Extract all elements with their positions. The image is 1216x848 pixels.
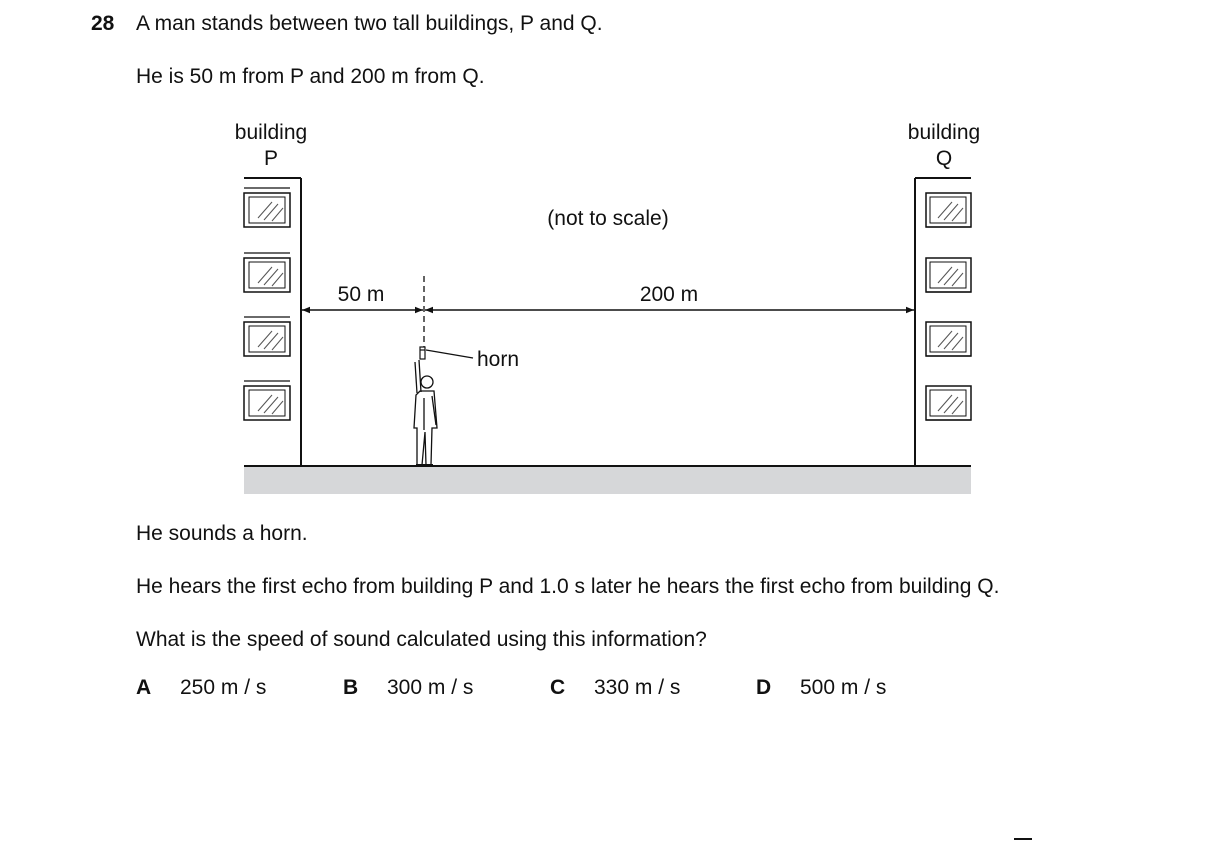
option-letter: B xyxy=(343,676,359,699)
option-value: 500 m / s xyxy=(800,676,887,699)
distance-label-200m: 200 m xyxy=(639,283,699,306)
building-p-word: building xyxy=(234,121,308,144)
question-intro: A man stands between two tall buildings, P and Q. xyxy=(136,12,603,35)
window-icon xyxy=(244,381,290,420)
question-echo: He hears the first echo from building P and 1.0 s later he hears the first echo from building Q. xyxy=(136,575,1000,598)
scale-note: (not to scale) xyxy=(547,207,669,230)
option-value: 250 m / s xyxy=(180,676,267,699)
building-p-letter: P xyxy=(263,147,279,170)
option-c[interactable] xyxy=(550,676,680,700)
building-p xyxy=(244,178,301,466)
option-a[interactable] xyxy=(136,676,266,700)
horn-icon xyxy=(420,347,425,359)
option-value: 300 m / s xyxy=(387,676,474,699)
window-icon xyxy=(926,386,971,420)
option-letter: A xyxy=(136,676,152,699)
window-icon xyxy=(926,193,971,227)
distance-label-50m: 50 m xyxy=(337,283,385,306)
building-q-word: building xyxy=(907,121,981,144)
option-letter: C xyxy=(550,676,566,699)
horn-pointer-line xyxy=(426,350,473,358)
question-number: 28 xyxy=(91,12,115,35)
ground xyxy=(244,467,971,494)
man-figure xyxy=(414,360,437,465)
window-icon xyxy=(926,322,971,356)
question-distances: He is 50 m from P and 200 m from Q. xyxy=(136,65,485,88)
window-icon xyxy=(244,317,290,356)
question-sounds: He sounds a horn. xyxy=(136,522,308,545)
option-letter: D xyxy=(756,676,772,699)
building-q xyxy=(915,178,971,466)
window-icon xyxy=(244,253,290,292)
building-q-letter: Q xyxy=(935,147,953,170)
option-d[interactable] xyxy=(756,676,886,700)
option-b[interactable] xyxy=(343,676,473,700)
window-icon xyxy=(244,188,290,227)
page-edge-mark xyxy=(1014,838,1032,848)
horn-label: horn xyxy=(477,348,520,371)
option-value: 330 m / s xyxy=(594,676,681,699)
question-ask: What is the speed of sound calculated using this information? xyxy=(136,628,707,651)
window-icon xyxy=(926,258,971,292)
